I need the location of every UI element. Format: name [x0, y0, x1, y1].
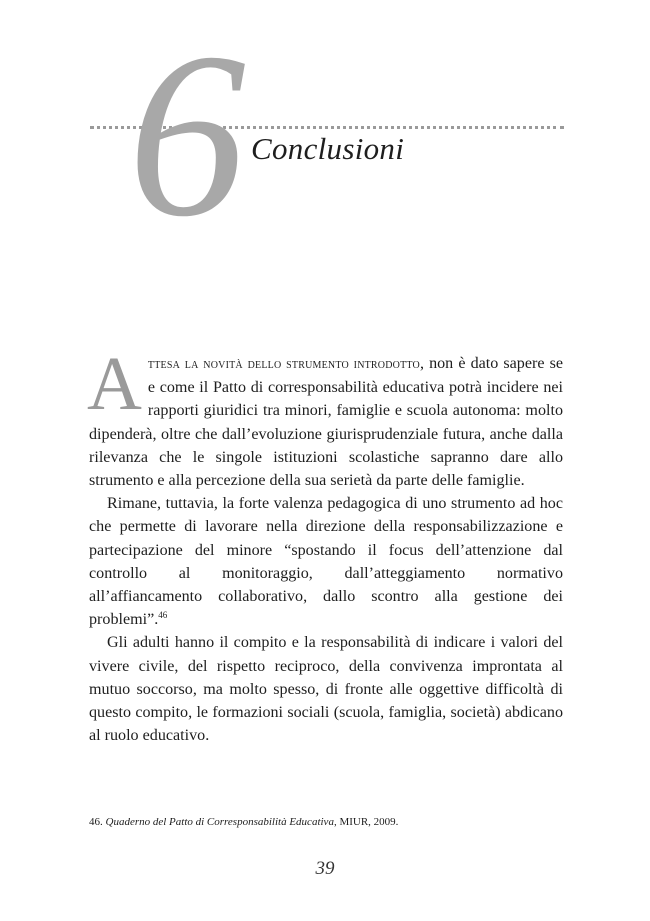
paragraph-1-text: , non è dato sapere se e come il Patto di corresponsabilità educativa potrà incidere nei rapporti giuridici tra minori, famiglie e scuola autonoma: molto dipenderà, oltre che dall’evoluzione giurisprudenziale futura, anche dalla rilevanza che le singole istituzioni scolastiche sapranno dare allo strumento e alla percezione della sua serietà da parte delle famiglie. [89, 355, 563, 490]
paragraph-2 [89, 492, 563, 631]
drop-cap: A [87, 342, 142, 426]
page-number: 39 [315, 858, 335, 879]
chapter-title: Conclusioni [251, 131, 405, 166]
paragraph-1 [87, 342, 563, 492]
chapter-number: 6 [128, 5, 246, 266]
paragraph-3 [89, 631, 563, 747]
footnote-title: Quaderno del Patto di Corresponsabilità Educativa [105, 816, 334, 828]
paragraph-2-text: Rimane, tuttavia, la forte valenza pedagogica di uno strumento ad hoc che permette di lavorare nella direzione della responsabilizzazione e partecipazione del minore “spostando il focus dell’attenzione dal controllo al monitoraggio, dall’atteggiamento normativo all’affiancamento collaborativo, dallo scontro alla gestione dei problemi”. [89, 495, 563, 629]
body-text [87, 342, 563, 747]
lead-in-small-caps: ttesa la novità dello strumento introdotto [147, 357, 420, 372]
footnote [89, 815, 563, 830]
footnote-reference: 46 [158, 610, 168, 621]
footnote-rest: , MIUR, 2009. [333, 816, 399, 828]
footnote-number: 46. [89, 816, 103, 828]
paragraph-3-text: Gli adulti hanno il compito e la responsabilità di indicare i valori del vivere civile, del rispetto reciproco, della convivenza improntata al mutuo soccorso, ma molto spesso, di fronte alle oggettive difficoltà di questo compito, le formazioni sociali (scuola, famiglia, società) abdicano al ruolo educativo. [89, 634, 563, 745]
